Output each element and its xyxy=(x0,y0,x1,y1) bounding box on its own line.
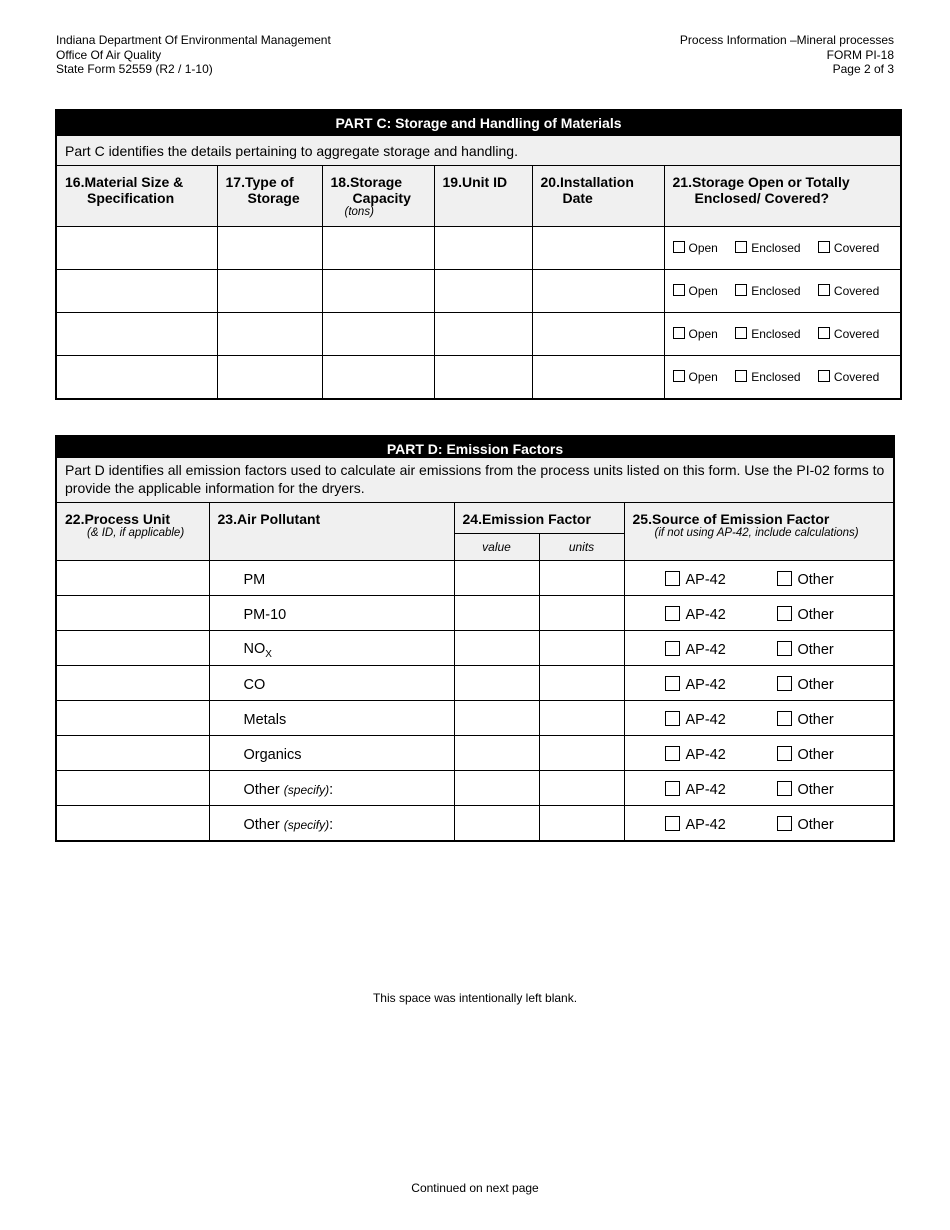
unit-id-input[interactable] xyxy=(434,313,532,356)
agency-header xyxy=(56,33,331,77)
checkbox-icon[interactable] xyxy=(665,641,680,656)
other-option[interactable]: Other xyxy=(777,711,834,728)
enclosed-option[interactable]: Enclosed xyxy=(735,327,800,341)
value-input[interactable] xyxy=(454,736,539,771)
pollutant-label[interactable]: Other (specify): xyxy=(209,806,454,842)
state-form-number: State Form 52559 (R2 / 1-10) xyxy=(56,62,213,76)
col-storage-capacity-header: 18.Storage Capacity (tons) xyxy=(322,166,434,227)
type-of-storage-input[interactable] xyxy=(217,270,322,313)
ap42-option[interactable]: AP-42 xyxy=(625,781,777,798)
checkbox-icon[interactable] xyxy=(673,284,685,296)
ap42-option[interactable]: AP-42 xyxy=(625,711,777,728)
units-input[interactable] xyxy=(539,701,624,736)
type-of-storage-input[interactable] xyxy=(217,227,322,270)
storage-capacity-input[interactable] xyxy=(322,227,434,270)
units-input[interactable] xyxy=(539,736,624,771)
checkbox-icon[interactable] xyxy=(665,711,680,726)
units-input[interactable] xyxy=(539,596,624,631)
storage-options xyxy=(664,356,901,400)
value-input[interactable] xyxy=(454,806,539,842)
ap42-option[interactable]: AP-42 xyxy=(625,676,777,693)
process-unit-input[interactable] xyxy=(56,666,209,701)
value-input[interactable] xyxy=(454,631,539,666)
checkbox-icon[interactable] xyxy=(665,676,680,691)
enclosed-option[interactable]: Enclosed xyxy=(735,284,800,298)
storage-capacity-input[interactable] xyxy=(322,270,434,313)
pollutant-label: PM-10 xyxy=(209,596,454,631)
agency-name: Indiana Department Of Environmental Management xyxy=(56,33,331,47)
form-title: Process Information –Mineral processes xyxy=(679,33,894,47)
ap42-option[interactable]: AP-42 xyxy=(625,571,777,588)
storage-capacity-input[interactable] xyxy=(322,313,434,356)
installation-date-input[interactable] xyxy=(532,270,664,313)
covered-option[interactable]: Covered xyxy=(818,327,879,341)
installation-date-input[interactable] xyxy=(532,227,664,270)
checkbox-icon[interactable] xyxy=(818,327,830,339)
material-size-input[interactable] xyxy=(56,227,217,270)
storage-options xyxy=(664,313,901,356)
storage-row xyxy=(56,356,901,400)
other-option[interactable]: Other xyxy=(777,746,834,763)
emission-row-pm xyxy=(56,561,894,596)
other-option[interactable]: Other xyxy=(777,571,834,588)
source-options xyxy=(624,666,894,701)
value-input[interactable] xyxy=(454,561,539,596)
open-option[interactable]: Open xyxy=(673,284,718,298)
col-process-unit-header: 22.Process Unit (& ID, if applicable) xyxy=(56,503,209,561)
unit-id-input[interactable] xyxy=(434,356,532,400)
emission-row-metals xyxy=(56,701,894,736)
checkbox-icon[interactable] xyxy=(665,606,680,621)
value-input[interactable] xyxy=(454,701,539,736)
value-input[interactable] xyxy=(454,596,539,631)
col-units-header: units xyxy=(539,534,624,561)
source-options xyxy=(624,771,894,806)
storage-capacity-input[interactable] xyxy=(322,356,434,400)
process-unit-input[interactable] xyxy=(56,561,209,596)
part-d-title: PART D: Emission Factors xyxy=(56,436,894,458)
ap42-option[interactable]: AP-42 xyxy=(625,746,777,763)
material-size-input[interactable] xyxy=(56,270,217,313)
pollutant-label: PM xyxy=(209,561,454,596)
col-air-pollutant-header: 23.Air Pollutant xyxy=(209,503,454,561)
col-type-of-storage-header: 17.Type of Storage xyxy=(217,166,322,227)
ap42-option[interactable]: AP-42 xyxy=(625,606,777,623)
emission-row-nox xyxy=(56,631,894,666)
checkbox-icon[interactable] xyxy=(777,711,792,726)
storage-row xyxy=(56,227,901,270)
pollutant-label[interactable]: Other (specify): xyxy=(209,771,454,806)
units-input[interactable] xyxy=(539,631,624,666)
checkbox-icon[interactable] xyxy=(735,327,747,339)
storage-options xyxy=(664,270,901,313)
checkbox-icon[interactable] xyxy=(777,571,792,586)
unit-id-input[interactable] xyxy=(434,270,532,313)
checkbox-icon[interactable] xyxy=(735,370,747,382)
value-input[interactable] xyxy=(454,771,539,806)
col-emission-factor-header: 24.Emission Factor xyxy=(454,503,624,534)
type-of-storage-input[interactable] xyxy=(217,356,322,400)
pollutant-label: CO xyxy=(209,666,454,701)
process-unit-input[interactable] xyxy=(56,631,209,666)
source-options xyxy=(624,736,894,771)
ap42-option[interactable]: AP-42 xyxy=(625,641,777,658)
emission-row-co xyxy=(56,666,894,701)
col-unit-id-header: 19.Unit ID xyxy=(434,166,532,227)
ap42-option[interactable]: AP-42 xyxy=(625,816,777,833)
pollutant-label: Metals xyxy=(209,701,454,736)
covered-option[interactable]: Covered xyxy=(818,370,879,384)
part-c-title: PART C: Storage and Handling of Materials xyxy=(56,110,901,136)
process-unit-input[interactable] xyxy=(56,806,209,842)
pollutant-label: Organics xyxy=(209,736,454,771)
col-storage-open-header: 21.Storage Open or Totally Enclosed/ Covered? xyxy=(664,166,901,227)
covered-option[interactable]: Covered xyxy=(818,241,879,255)
source-options xyxy=(624,631,894,666)
other-option[interactable]: Other xyxy=(777,606,834,623)
page-number: Page 2 of 3 xyxy=(832,62,894,76)
checkbox-icon[interactable] xyxy=(735,284,747,296)
value-input[interactable] xyxy=(454,666,539,701)
material-size-input[interactable] xyxy=(56,356,217,400)
col-installation-date-header: 20.Installation Date xyxy=(532,166,664,227)
checkbox-icon[interactable] xyxy=(665,816,680,831)
other-option[interactable]: Other xyxy=(777,781,834,798)
col-source-header: 25.Source of Emission Factor (if not using AP-42, include calculations) xyxy=(624,503,894,561)
storage-options xyxy=(664,227,901,270)
checkbox-icon[interactable] xyxy=(777,676,792,691)
checkbox-icon[interactable] xyxy=(777,816,792,831)
units-input[interactable] xyxy=(539,806,624,842)
source-options xyxy=(624,806,894,842)
unit-id-input[interactable] xyxy=(434,227,532,270)
emission-row-organics xyxy=(56,736,894,771)
emission-row-other xyxy=(56,806,894,842)
checkbox-icon[interactable] xyxy=(673,370,685,382)
storage-row xyxy=(56,313,901,356)
material-size-input[interactable] xyxy=(56,313,217,356)
other-option[interactable]: Other xyxy=(777,676,834,693)
blank-space-note: This space was intentionally left blank. xyxy=(372,991,578,1005)
process-unit-input[interactable] xyxy=(56,736,209,771)
source-options xyxy=(624,561,894,596)
checkbox-icon[interactable] xyxy=(777,606,792,621)
checkbox-icon[interactable] xyxy=(665,746,680,761)
emission-row-pm10 xyxy=(56,596,894,631)
part-d-table xyxy=(55,435,895,842)
open-option[interactable]: Open xyxy=(673,327,718,341)
col-material-size-header: 16.Material Size & Specification xyxy=(56,166,217,227)
col-value-header: value xyxy=(454,534,539,561)
form-header xyxy=(680,33,894,77)
other-option[interactable]: Other xyxy=(777,816,834,833)
part-d-intro: Part D identifies all emission factors used to calculate air emissions from the process units listed on this form. Use the PI-02 forms to provide the applicable information for the dryers. xyxy=(56,458,894,503)
checkbox-icon[interactable] xyxy=(818,241,830,253)
source-options xyxy=(624,596,894,631)
installation-date-input[interactable] xyxy=(532,313,664,356)
part-c-intro: Part C identifies the details pertaining to aggregate storage and handling. xyxy=(56,136,901,166)
open-option[interactable]: Open xyxy=(673,241,718,255)
emission-row-other xyxy=(56,771,894,806)
checkbox-icon[interactable] xyxy=(665,571,680,586)
units-input[interactable] xyxy=(539,561,624,596)
source-options xyxy=(624,701,894,736)
process-unit-input[interactable] xyxy=(56,596,209,631)
checkbox-icon[interactable] xyxy=(777,781,792,796)
type-of-storage-input[interactable] xyxy=(217,313,322,356)
checkbox-icon[interactable] xyxy=(777,746,792,761)
installation-date-input[interactable] xyxy=(532,356,664,400)
checkbox-icon[interactable] xyxy=(673,327,685,339)
process-unit-input[interactable] xyxy=(56,771,209,806)
office-name: Office Of Air Quality xyxy=(56,47,162,62)
checkbox-icon[interactable] xyxy=(777,641,792,656)
open-option[interactable]: Open xyxy=(673,370,718,384)
checkbox-icon[interactable] xyxy=(818,284,830,296)
checkbox-icon[interactable] xyxy=(665,781,680,796)
covered-option[interactable]: Covered xyxy=(818,284,879,298)
checkbox-icon[interactable] xyxy=(818,370,830,382)
units-input[interactable] xyxy=(539,666,624,701)
continued-note: Continued on next page xyxy=(411,1181,539,1195)
pollutant-label: $NO_X$ xyxy=(209,631,454,666)
form-code: FORM PI-18 xyxy=(826,47,894,62)
storage-row xyxy=(56,270,901,313)
process-unit-input[interactable] xyxy=(56,701,209,736)
enclosed-option[interactable]: Enclosed xyxy=(735,241,800,255)
units-input[interactable] xyxy=(539,771,624,806)
other-option[interactable]: Other xyxy=(777,641,834,658)
checkbox-icon[interactable] xyxy=(673,241,685,253)
part-c-table xyxy=(55,109,902,400)
checkbox-icon[interactable] xyxy=(735,241,747,253)
enclosed-option[interactable]: Enclosed xyxy=(735,370,800,384)
